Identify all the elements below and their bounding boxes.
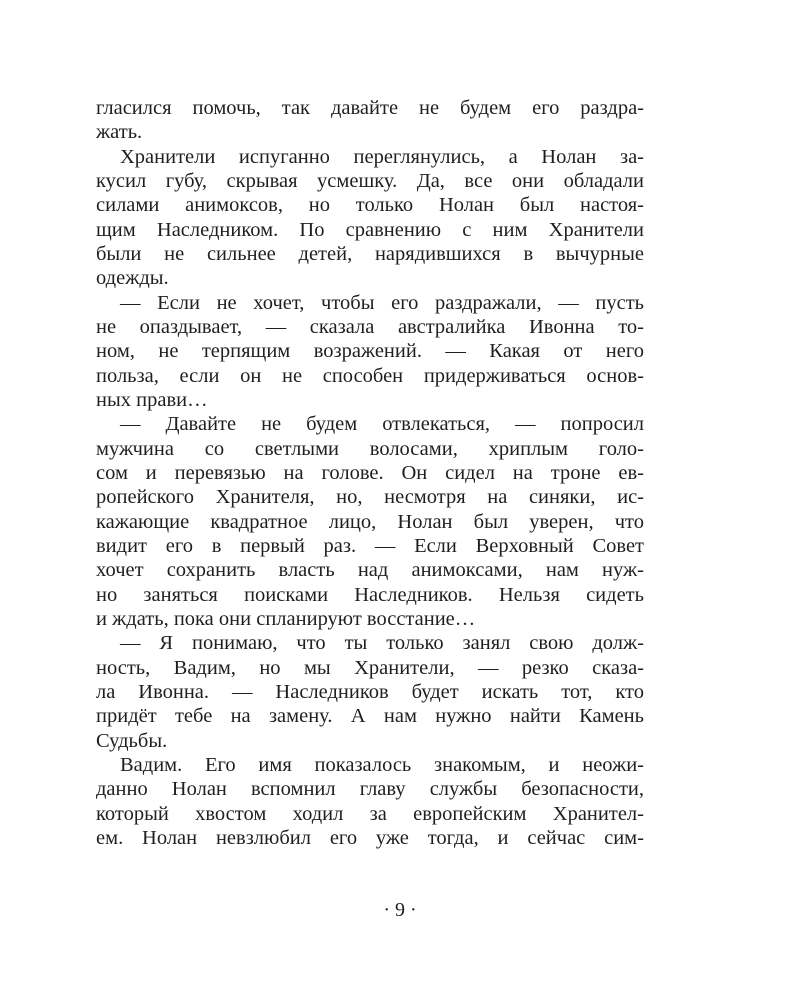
text-line: видит его в первый раз. — Если Верховный Совет [96, 534, 644, 557]
text-line: кусил губу, скрывая усмешку. Да, все они обладали [96, 169, 644, 192]
text-line: который хвостом ходил за европейским Хранител- [96, 802, 644, 825]
text-line: не опаздывает, — сказала австралийка Ивонна то- [96, 315, 644, 338]
text-line: ность, Вадим, но мы Хранители, — резко сказа- [96, 656, 644, 679]
text-line: но заняться поисками Наследников. Нельзя сидеть [96, 583, 644, 606]
text-line: щим Наследником. По сравнению с ним Хранители [96, 218, 644, 241]
text-line: данно Нолан вспомнил главу службы безопасности, [96, 778, 644, 801]
text-line: силами анимоксов, но только Нолан был настоя- [96, 194, 644, 217]
text-line: хочет сохранить власть над анимоксами, нам нуж- [96, 559, 644, 582]
text-line: одежды. [96, 267, 169, 290]
body-text [96, 96, 644, 850]
text-line: гласился помочь, так давайте не будем его раздра- [96, 97, 644, 119]
text-line: ропейского Хранителя, но, несмотря на синяки, ис- [96, 486, 644, 509]
text-line: придёт тебе на замену. А нам нужно найти Камень [96, 705, 644, 728]
text-line: ем. Нолан невзлюбил его уже тогда, и сейчас сим- [96, 826, 644, 849]
text-line: — Я понимаю, что ты только занял свою долж- [120, 632, 644, 655]
text-line: мужчина со светлыми волосами, хриплым голо- [96, 437, 644, 460]
text-line: — Если не хочет, чтобы его раздражали, — пусть [120, 291, 644, 314]
text-line: Хранители испуганно переглянулись, а Нолан за- [120, 145, 644, 168]
text-line: ном, не терпящим возражений. — Какая от него [96, 340, 644, 363]
text-line: ла Ивонна. — Наследников будет искать тот, кто [96, 680, 644, 703]
text-line: Вадим. Его имя показалось знакомым, и неожи- [120, 753, 644, 776]
text-line: кажающие квадратное лицо, Нолан был уверен, что [96, 510, 644, 533]
text-line: и ждать, пока они спланируют восстание… [96, 607, 476, 630]
page-number: · 9 · [383, 899, 417, 921]
text-line: ных прави… [96, 388, 208, 411]
text-line: сом и перевязью на голове. Он сидел на троне ев- [96, 461, 644, 484]
text-line: — Давайте не будем отвлекаться, — попросил [120, 413, 644, 436]
text-line: польза, если он не способен придерживаться основ- [96, 364, 644, 387]
text-line: Судьбы. [96, 729, 168, 752]
text-line: были не сильнее детей, нарядившихся в вычурные [96, 242, 644, 265]
text-line: жать. [96, 121, 143, 144]
